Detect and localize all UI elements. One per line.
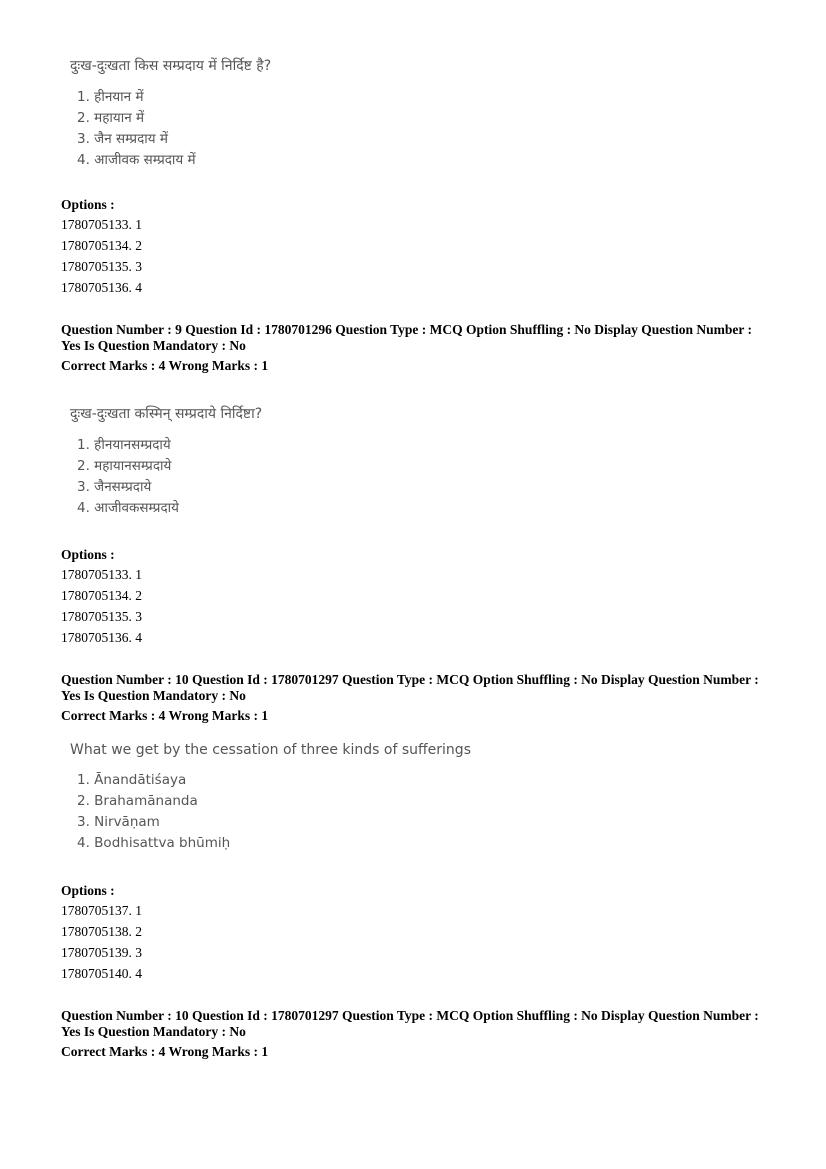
question-option: 2. महायानसम्प्रदाये — [77, 458, 172, 474]
question-option: 3. जैन सम्प्रदाय में — [77, 131, 168, 147]
options-list — [61, 882, 142, 984]
option-item: 1780705140. 4 — [61, 966, 142, 981]
question-meta — [61, 322, 771, 374]
marks-line: Correct Marks : 4 Wrong Marks : 1 — [61, 1044, 269, 1059]
option-item: 1780705134. 2 — [61, 238, 142, 253]
option-item: 1780705138. 2 — [61, 924, 142, 939]
question-image — [70, 404, 262, 519]
option-item: 1780705133. 1 — [61, 567, 142, 582]
question-stem: दुःख-दुःखता किस सम्प्रदाय में निर्दिष्ट है? — [70, 58, 272, 74]
question-option: 4. आजीवक सम्प्रदाय में — [77, 152, 196, 168]
question-option: 3. Nirvāṇam — [77, 814, 160, 830]
options-label: Options : — [61, 197, 115, 212]
option-item: 1780705135. 3 — [61, 259, 142, 274]
question-meta-line: Question Number : 10 Question Id : 1780701297 Question Type : MCQ Option Shuffling : No Display Question Number : Yes Is Question Mandatory : No — [61, 672, 759, 703]
option-item: 1780705137. 1 — [61, 903, 142, 918]
options-list — [61, 546, 142, 648]
option-item: 1780705133. 1 — [61, 217, 142, 232]
question-image — [70, 742, 471, 854]
options-label: Options : — [61, 883, 115, 898]
option-item: 1780705134. 2 — [61, 588, 142, 603]
question-meta-line: Question Number : 10 Question Id : 1780701297 Question Type : MCQ Option Shuffling : No Display Question Number : Yes Is Question Mandatory : No — [61, 1008, 759, 1039]
question-image — [70, 56, 271, 171]
marks-line: Correct Marks : 4 Wrong Marks : 1 — [61, 358, 269, 373]
question-stem: दुःख-दुःखता कस्मिन् सम्प्रदाये निर्दिष्टा? — [70, 406, 263, 422]
option-item: 1780705136. 4 — [61, 280, 142, 295]
question-option: 1. Ānandātiśaya — [77, 772, 187, 788]
marks-line: Correct Marks : 4 Wrong Marks : 1 — [61, 708, 269, 723]
question-option: 3. जैनसम्प्रदाये — [77, 479, 152, 495]
question-option: 4. Bodhisattva bhūmiḥ — [77, 835, 231, 851]
options-label: Options : — [61, 547, 115, 562]
options-list — [61, 196, 142, 298]
option-item: 1780705139. 3 — [61, 945, 142, 960]
question-meta-line: Question Number : 9 Question Id : 1780701296 Question Type : MCQ Option Shuffling : No Display Question Number : Yes Is Question Mandatory : No — [61, 322, 752, 353]
question-option: 1. हीनयानसम्प्रदाये — [77, 437, 171, 453]
question-option: 4. आजीवकसम्प्रदाये — [77, 500, 179, 516]
question-stem: What we get by the cessation of three kinds of sufferings — [70, 742, 471, 758]
question-option: 1. हीनयान में — [77, 89, 144, 105]
question-meta — [61, 672, 771, 724]
option-item: 1780705136. 4 — [61, 630, 142, 645]
question-option: 2. महायान में — [77, 110, 145, 126]
option-item: 1780705135. 3 — [61, 609, 142, 624]
question-option: 2. Brahamānanda — [77, 793, 198, 809]
question-meta — [61, 1008, 771, 1060]
